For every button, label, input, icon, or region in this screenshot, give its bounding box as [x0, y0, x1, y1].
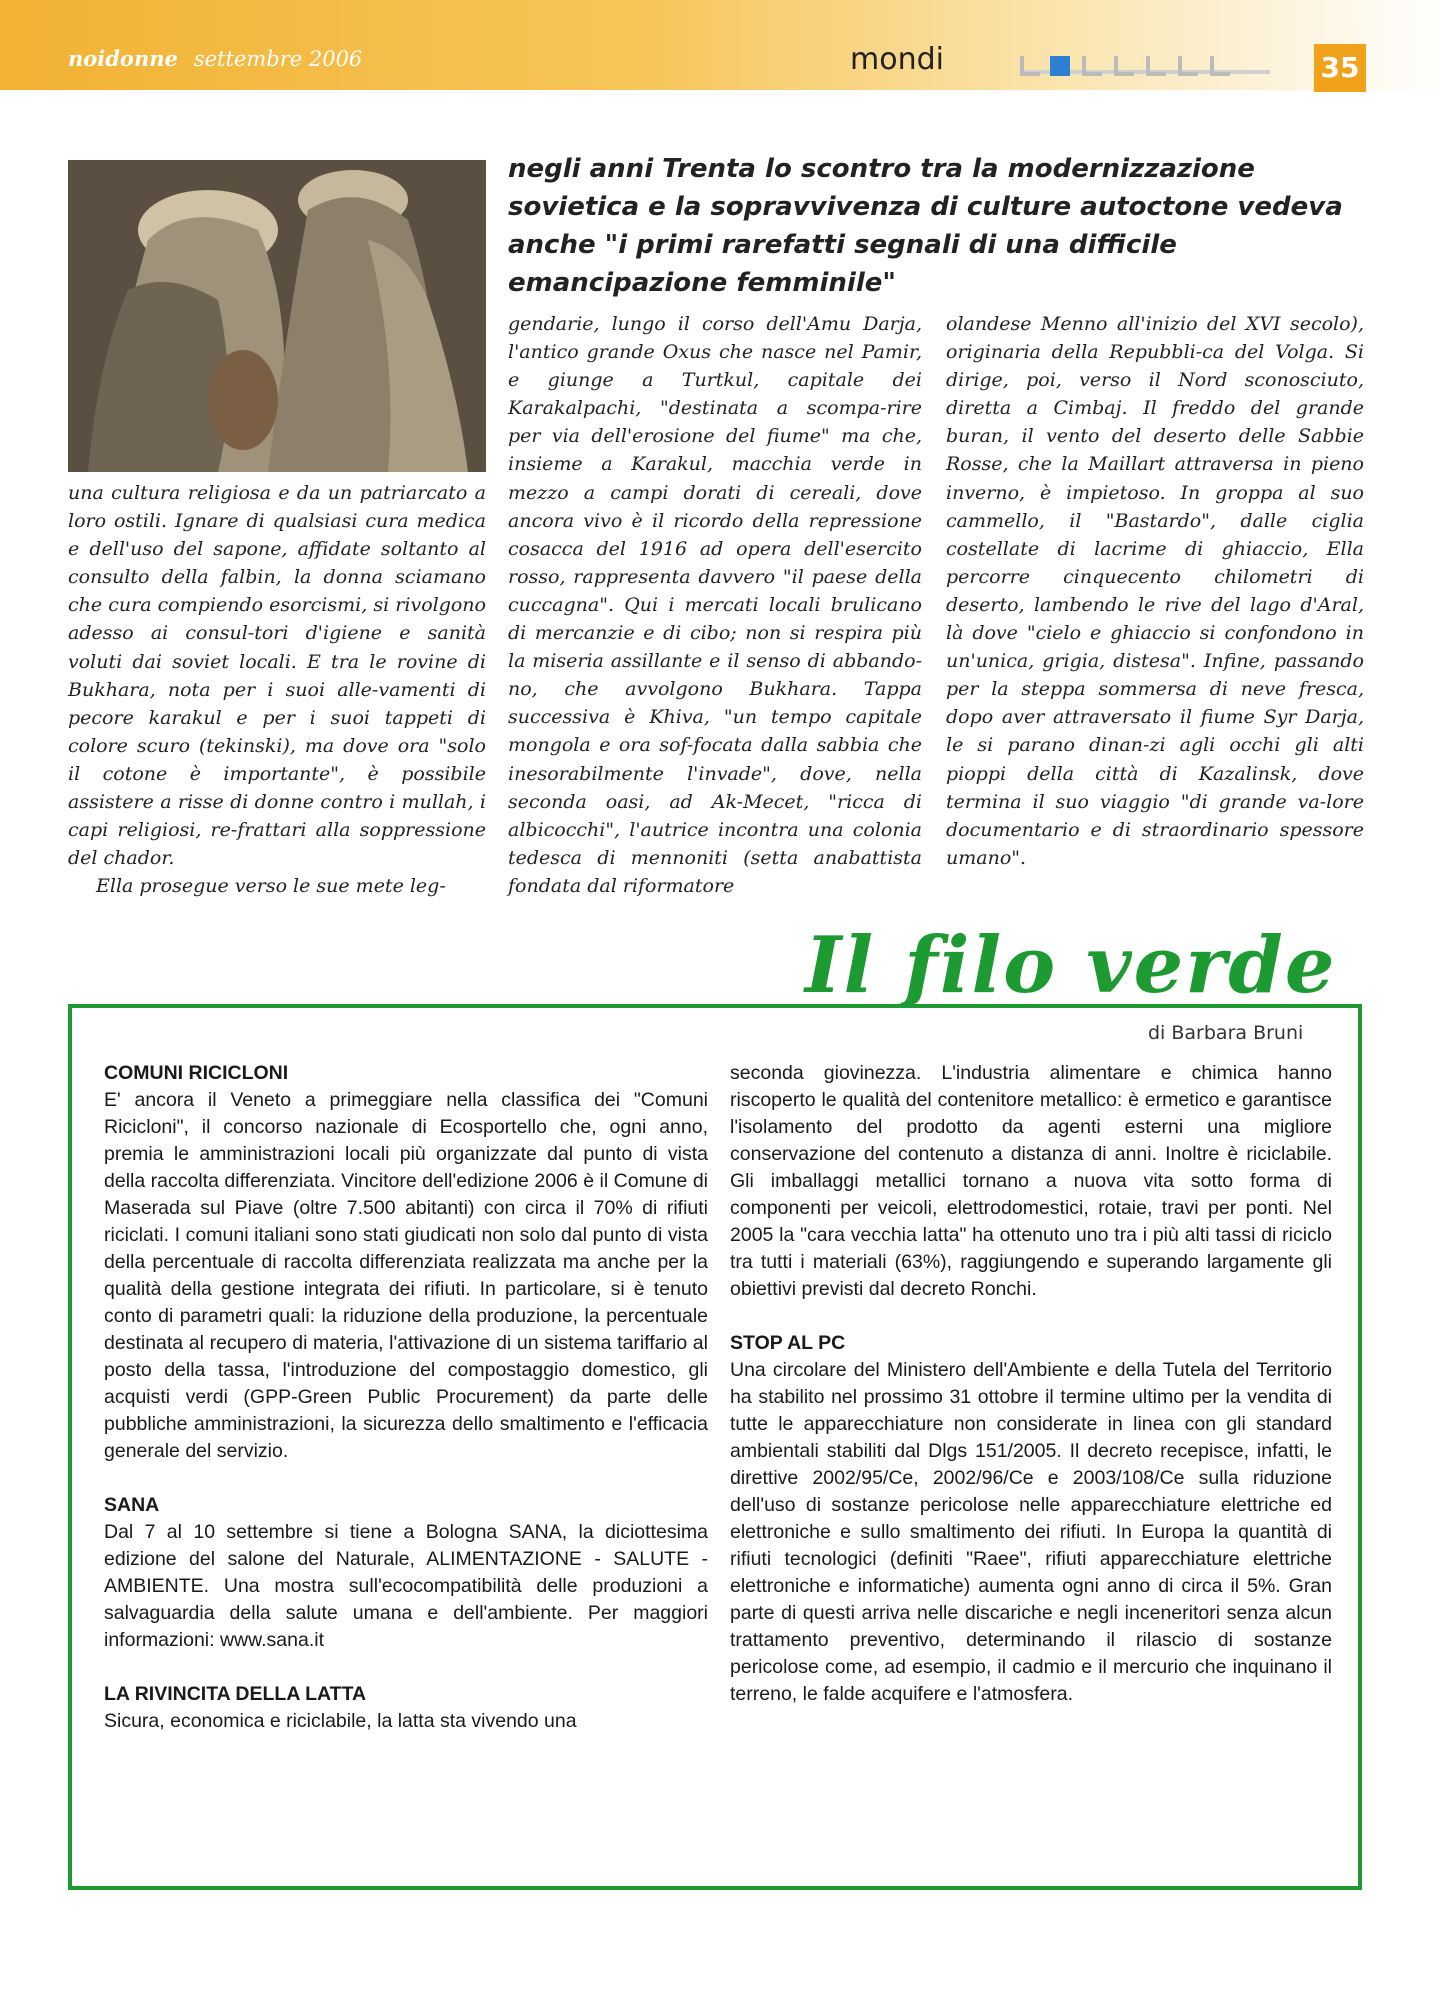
magazine-masthead: [68, 46, 362, 71]
veiled-women-photo: [68, 160, 486, 472]
issue-date: settembre 2006: [193, 47, 363, 71]
article-paragraph: gendarie, lungo il corso dell'Amu Darja, l'antico grande Oxus che nasce nel Pamir, e giunge a Turtkul, capitale dei Karakalpachi, "destinata a scompa-rire per via dell'erosione del fiume" ma che, insieme a Karakul, macchia verde in mezzo a campi dorati di cereali, dove ancora vivo è il ricordo della repressione cosacca del 1916 ad opera dell'esercito rosso, rappresenta davvero "il paese della cuccagna". Qui i mercati locali brulicano di mercanzie e di cibo; non si respira più la miseria assillante e il senso di abbando-no, che avvolgono Bukhara. Tappa successiva è Khiva, "un tempo capitale mongola e ora sof-focata dalla sabbia che inesorabilmente l'invade", dove, nella seconda oasi, ad Ak-Mecet, "ricca di albicocchi", l'autrice incontra una colonia tedesca di mennoniti (setta anabattista fondata dal riformatore: [508, 313, 922, 897]
article-paragraph: olandese Menno all'inizio del XVI secolo), originaria della Repubbli-ca del Volga. Si dirige, poi, verso il Nord sconosciuto, diretta a Cimbaj. Il freddo del grande buran, il vento del deserto delle Sabbie Rosse, che la Maillart attraversa in pieno inverno, è impietoso. In groppa al suo cammello, il "Bastardo", dalle ciglia costellate di lacrime di ghiaccio, Ella percorre cinquecento chilometri di deserto, lambendo le rive del lago d'Aral, là dove "cielo e ghiaccio si confondono in un'unica, grigia, distesa". Infine, passando per la steppa sommersa di neve fresca, dopo aver attraversato il fiume Syr Darja, le si parano dinan-zi agli occhi gli alti pioppi della città di Kazalinsk, dove termina il suo viaggio "di grande va-lore documentario e di straordinario spessore umano".: [946, 313, 1364, 869]
news-heading: STOP AL PC: [730, 1332, 846, 1354]
filo-verde-title: Il filo verde: [805, 920, 1337, 1011]
news-text: Una circolare del Ministero dell'Ambiente e della Tutela del Territorio ha stabilito nel prossimo 31 ottobre il termine ultimo per la vendita di tutte le apparecchiature non considerate in linea con gli standard ambientali stabiliti dal Dlgs 151/2005. Il decreto recepisce, infatti, le direttive 2002/95/Ce, 2002/96/Ce e 2003/108/Ce sulla riduzione dell'uso di sostanze pericolose nelle apparecchiature elettriche ed elettroniche e sullo smaltimento dei rifiuti. In Europa la quantità di rifiuti tecnologici (definiti "Raee", rifiuti apparecchiature elettriche elettroniche e informatiche) aumenta ogni anno di circa il 5%. Gran parte di questi arriva nelle discariche e negli inceneritori senza alcun trattamento preventivo, determinando il rilascio di sostanze pericolose come, ad esempio, il cadmio e il mercurio che inquinano il terreno, le falde acquifere e l'atmosfera.: [730, 1359, 1332, 1705]
page-number: 35: [1314, 44, 1366, 92]
news-text: Dal 7 al 10 settembre si tiene a Bologna SANA, la diciottesima edizione del salone del Naturale, ALIMENTAZIONE - SALUTE - AMBIENTE. Una mostra sull'ecocompatibilità delle produzioni a salvaguardia della salute umana e dell'ambiente. Per maggiori informazioni: www.sana.it: [104, 1521, 708, 1651]
news-heading: LA RIVINCITA DELLA LATTA: [104, 1683, 367, 1705]
article-paragraph: una cultura religiosa e da un patriarcato a loro ostili. Ignare di qualsiasi cura medica e dell'uso del sapone, affidate soltanto al consulto della falbin, la donna sciamano che cura compiendo esorcismi, si rivolgono adesso ai consul-tori d'igiene e sanità voluti dai soviet locali. E tra le rovine di Bukhara, nota per i suoi alle-vamenti di pecore karakul e per i suoi tappeti di colore scuro (tekinski), ma dove ora "solo il cotone è importante", è possibile assistere a risse di donne contro i mullah, i capi religiosi, re-frattari alla soppressione del chador.: [68, 482, 486, 870]
news-heading: SANA: [104, 1494, 160, 1516]
news-heading: COMUNI RICICLONI: [104, 1062, 289, 1084]
box-column-2: [730, 1060, 1332, 1708]
box-column-1: [104, 1060, 708, 1735]
decorative-squares-icon: [1020, 56, 1270, 88]
article-paragraph: Ella prosegue verso le sue mete leg-: [96, 875, 446, 898]
news-text: E' ancora il Veneto a primeggiare nella classifica dei "Comuni Ricicloni", il concorso nazionale di Ecosportello che, ogni anno, premia le amministrazioni locali più organizzate dal punto di vista della raccolta differenziata. Vincitore dell'edizione 2006 è il Comune di Maserada sul Piave (oltre 7.500 abitanti) con circa il 70% di rifiuti riciclati. I comuni italiani sono stati giudicati non solo dal punto di vista della percentuale di raccolta differenziata realizzata ma anche per la qualità della gestione integrata dei rifiuti. In particolare, si è tenuto conto di parametri quali: la riduzione della produzione, la percentuale destinata al recupero di materia, l'attivazione di un sistema tariffario al posto della tassa, l'introduzione del compostaggio domestico, gli acquisti verdi (GPP-Green Public Procurement) da parte delle pubbliche amministrazioni, la sicurezza dello smaltimento e l'efficacia generale del servizio.: [104, 1089, 708, 1462]
article-column-2: [508, 310, 922, 900]
byline: di Barbara Bruni: [1148, 1022, 1304, 1044]
article-column-1: [68, 479, 486, 900]
magazine-name: noidonne: [68, 46, 178, 71]
page-header: [0, 0, 1447, 90]
pull-quote: negli anni Trenta lo scontro tra la modernizzazione sovietica e la sopravvivenza di culture autoctone vedeva anche "i primi rarefatti segnali di una difficile emancipazione femminile": [508, 154, 1343, 298]
news-text: Sicura, economica e riciclabile, la latta sta vivendo una: [104, 1710, 577, 1732]
section-title: mondi: [850, 42, 944, 77]
news-text: seconda giovinezza. L'industria alimentare e chimica hanno riscoperto le qualità del contenitore metallico: è ermetico e garantisce l'isolamento del prodotto da agenti esterni una migliore conservazione del contenuto a distanza di anni. Inoltre è riciclabile. Gli imballaggi metallici tornano a nuova vita sotto forma di componenti per veicoli, elettrodomestici, rotaie, travi per ponti. Nel 2005 la "cara vecchia latta" ha ottenuto uno tra i più alti tassi di riciclo tra tutti i materiali (63%), raggiungendo e superando largamente gli obiettivi previsti dal decreto Ronchi.: [730, 1062, 1332, 1300]
article-column-3: [946, 310, 1364, 872]
